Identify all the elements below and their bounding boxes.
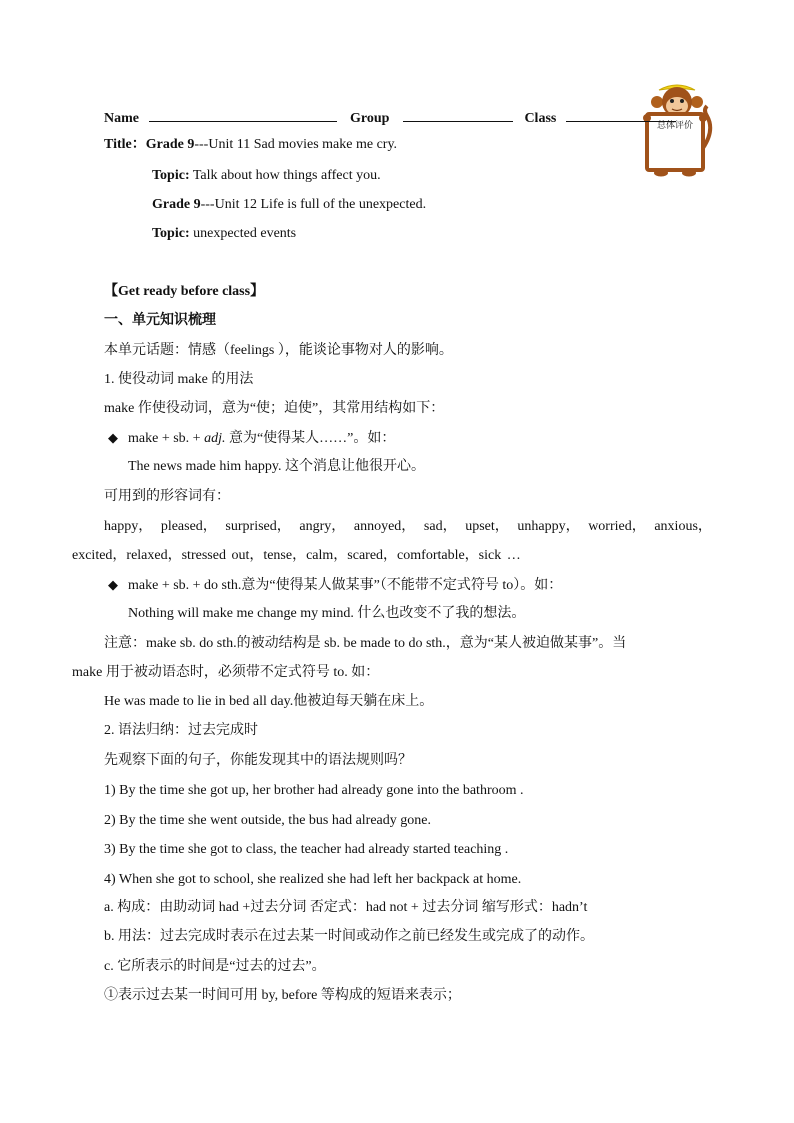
rule-usage: b. 用法：过去完成时表示在过去某一时间或动作之前已经发生或完成了的动作。: [104, 929, 594, 944]
example-sentence: Nothing will make me change my mind. 什么也改变不了我的想法。: [128, 606, 526, 621]
example-sentence: 1) By the time she got up, her brother had already gone into the bathroom .: [104, 783, 524, 798]
name-field[interactable]: [149, 107, 337, 122]
adjective: happy，: [104, 519, 153, 534]
logo-label: 总体评价: [656, 121, 694, 131]
example-sentence: 4) When she got to school, she realized she had left her backpack at home.: [104, 872, 522, 887]
bullet-item: ◆ make + sb. + do sth.意为“使得某人做某事”（不能带不定式符号 to）。如：: [108, 577, 563, 593]
adjective-list-continued: excited，relaxed，stressed out，tense，calm，scared，comfortable，sick …: [72, 548, 521, 563]
topic-label: Topic:: [152, 226, 190, 241]
title-line-unit12: [152, 195, 426, 215]
point-title: 1. 使役动词 make 的用法: [104, 372, 254, 387]
adjective: worried，: [588, 519, 646, 534]
subsection-heading: 一、单元知识梳理: [104, 313, 216, 328]
example-sentence: 3) By the time she got to class, the teacher had already started teaching .: [104, 842, 509, 857]
title-label: Title：: [104, 137, 146, 152]
group-label: Group: [350, 111, 390, 126]
paragraph: make 作使役动词，意为“使；迫使”，其常用结构如下：: [104, 401, 445, 416]
grade-label: Grade 9: [145, 137, 195, 152]
header-row: [104, 107, 676, 129]
example-sentence: The news made him happy. 这个消息让他很开心。: [128, 459, 425, 474]
unit11-title: ---Unit 11 Sad movies make me cry.: [194, 137, 398, 152]
topic11-text: Talk about how things affect you.: [192, 168, 381, 183]
class-field[interactable]: [566, 107, 676, 122]
adjective: unhappy，: [517, 519, 580, 534]
rule-time-detail: ①表示过去某一时间可用 by, before 等构成的短语来表示；: [104, 988, 461, 1003]
name-label: Name: [104, 111, 139, 126]
paragraph: 本单元话题：情感（feelings ），能谈论事物对人的影响。: [104, 343, 453, 358]
adjective-list: [104, 517, 712, 537]
diamond-bullet-icon: ◆: [108, 577, 118, 592]
example-sentence: He was made to lie in bed all day.他被迫每天躺在床上。: [104, 694, 434, 709]
adjective: pleased，: [160, 519, 217, 534]
unit12-title: ---Unit 12 Life is full of the unexpected.: [200, 197, 427, 212]
adjective: sad，: [423, 519, 457, 534]
note-line: make 用于被动语态时，必须带不定式符号 to. 如：: [72, 665, 380, 680]
point-title: 2. 语法归纳：过去完成时: [104, 723, 258, 738]
title-line-unit11: [104, 135, 397, 155]
class-label: Class: [524, 111, 557, 126]
topic-line-unit11: [152, 166, 381, 186]
rule-time: c. 它所表示的时间是“过去的过去”。: [104, 959, 326, 974]
rule-structure: a. 构成：由助动词 had +过去分词 否定式：had not + 过去分词 缩写形式：hadn’t: [104, 900, 588, 915]
adjective: surprised，: [225, 519, 291, 534]
adjective: annoyed，: [353, 519, 416, 534]
adjective: angry，: [299, 519, 346, 534]
question: 先观察下面的句子，你能发现其中的语法规则吗？: [104, 753, 412, 768]
example-sentence: 2) By the time she went outside, the bus had already gone.: [104, 813, 431, 828]
adjective: upset，: [465, 519, 509, 534]
paragraph: 可用到的形容词有：: [104, 489, 230, 504]
group-field[interactable]: [403, 107, 513, 122]
section-heading: 【Get ready before class】: [104, 284, 265, 299]
note-line: 注意：make sb. do sth.的被动结构是 sb. be made to do sth.，意为“某人被迫做某事”。当: [104, 636, 627, 651]
adjective: anxious，: [654, 519, 712, 534]
topic-label: Topic:: [152, 168, 190, 183]
topic12-text: unexpected events: [193, 226, 297, 241]
bullet-item: ◆ make + sb. + adj. 意为“使得某人……”。如：: [108, 430, 396, 446]
diamond-bullet-icon: ◆: [108, 430, 118, 445]
grade-label: Grade 9: [152, 197, 201, 212]
topic-line-unit12: [152, 224, 296, 244]
